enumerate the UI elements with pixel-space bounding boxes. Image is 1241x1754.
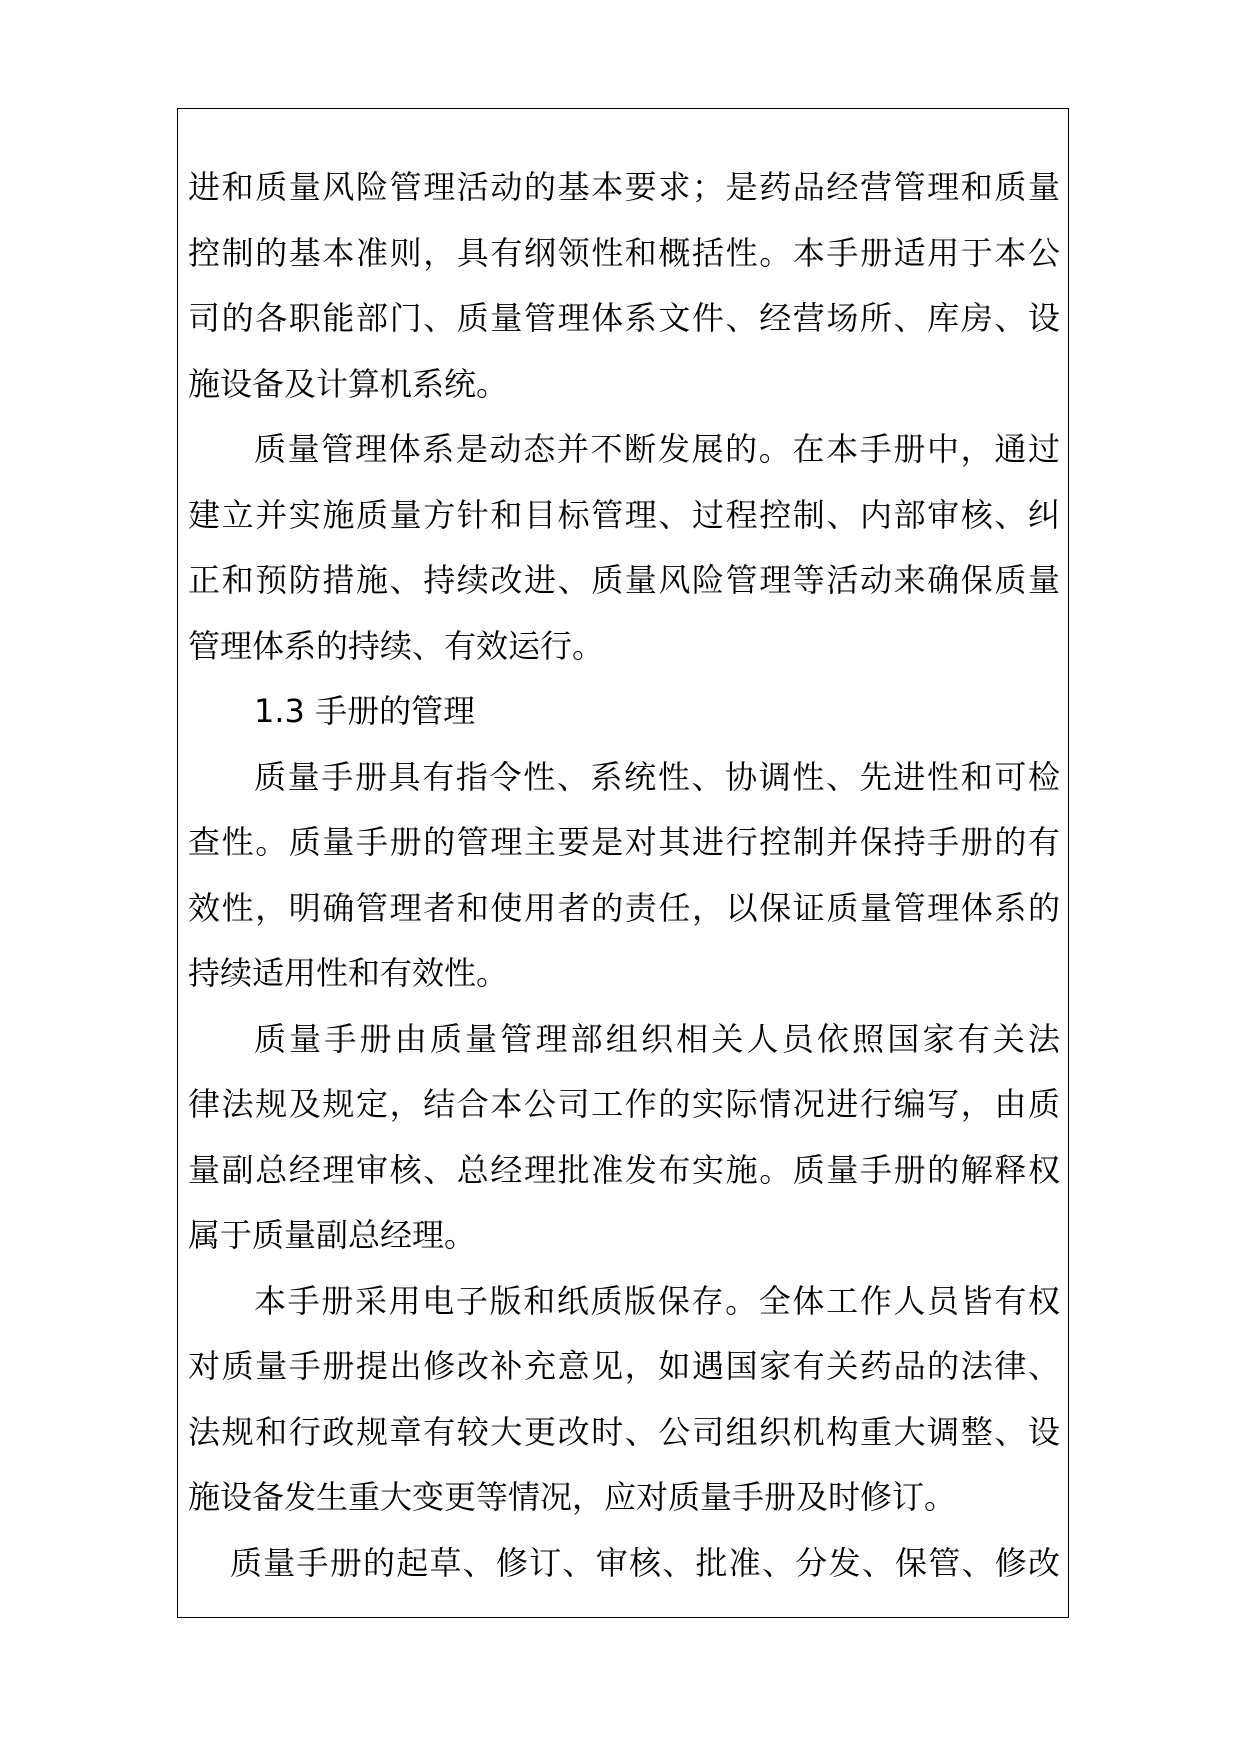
text-line: 质量管理体系是动态并不断发展的。在本手册中，通过 [254, 430, 1060, 468]
text-line: 对质量手册提出修改补充意见，如遇国家有关药品的法律、 [188, 1347, 1060, 1385]
text-line: 效性，明确管理者和使用者的责任，以保证质量管理体系的 [188, 888, 1060, 927]
text-line: 施设备发生重大变更等情况，应对质量手册及时修订。 [188, 1478, 957, 1516]
text-line: 正和预防措施、持续改进、质量风险管理等活动来确保质量 [188, 561, 1060, 599]
text-line: 管理体系的持续、有效运行。 [188, 626, 605, 665]
text-line: 持续适用性和有效性。 [188, 954, 509, 992]
text-line: 控制的基本准则，具有纲领性和概括性。本手册适用于本公 [188, 233, 1060, 272]
text-line: 律法规及规定，结合本公司工作的实际情况进行编写，由质 [188, 1085, 1060, 1123]
document-body [188, 155, 1060, 1596]
text-line: 质量手册由质量管理部组织相关人员依照国家有关法 [254, 1019, 1060, 1058]
text-line: 1.3 手册的管理 [254, 692, 476, 730]
text-line: 司的各职能部门、质量管理体系文件、经营场所、库房、设 [188, 299, 1060, 337]
text-line: 法规和行政规章有较大更改时、公司组织机构重大调整、设 [188, 1412, 1060, 1451]
text-line: 查性。质量手册的管理主要是对其进行控制并保持手册的有 [188, 823, 1060, 861]
text-line: 施设备及计算机系统。 [188, 364, 509, 403]
text-line: 建立并实施质量方针和目标管理、过程控制、内部审核、纠 [188, 495, 1060, 534]
text-line: 质量手册的起草、修订、审核、批准、分发、保管、修改 [230, 1543, 1060, 1582]
text-line: 本手册采用电子版和纸质版保存。全体工作人员皆有权 [254, 1281, 1060, 1320]
text-line: 量副总经理审核、总经理批准发布实施。质量手册的解释权 [188, 1150, 1060, 1189]
text-line: 属于质量副总经理。 [188, 1216, 477, 1254]
text-line: 进和质量风险管理活动的基本要求；是药品经营管理和质量 [188, 168, 1060, 206]
text-line: 质量手册具有指令性、系统性、协调性、先进性和可检 [254, 757, 1060, 796]
